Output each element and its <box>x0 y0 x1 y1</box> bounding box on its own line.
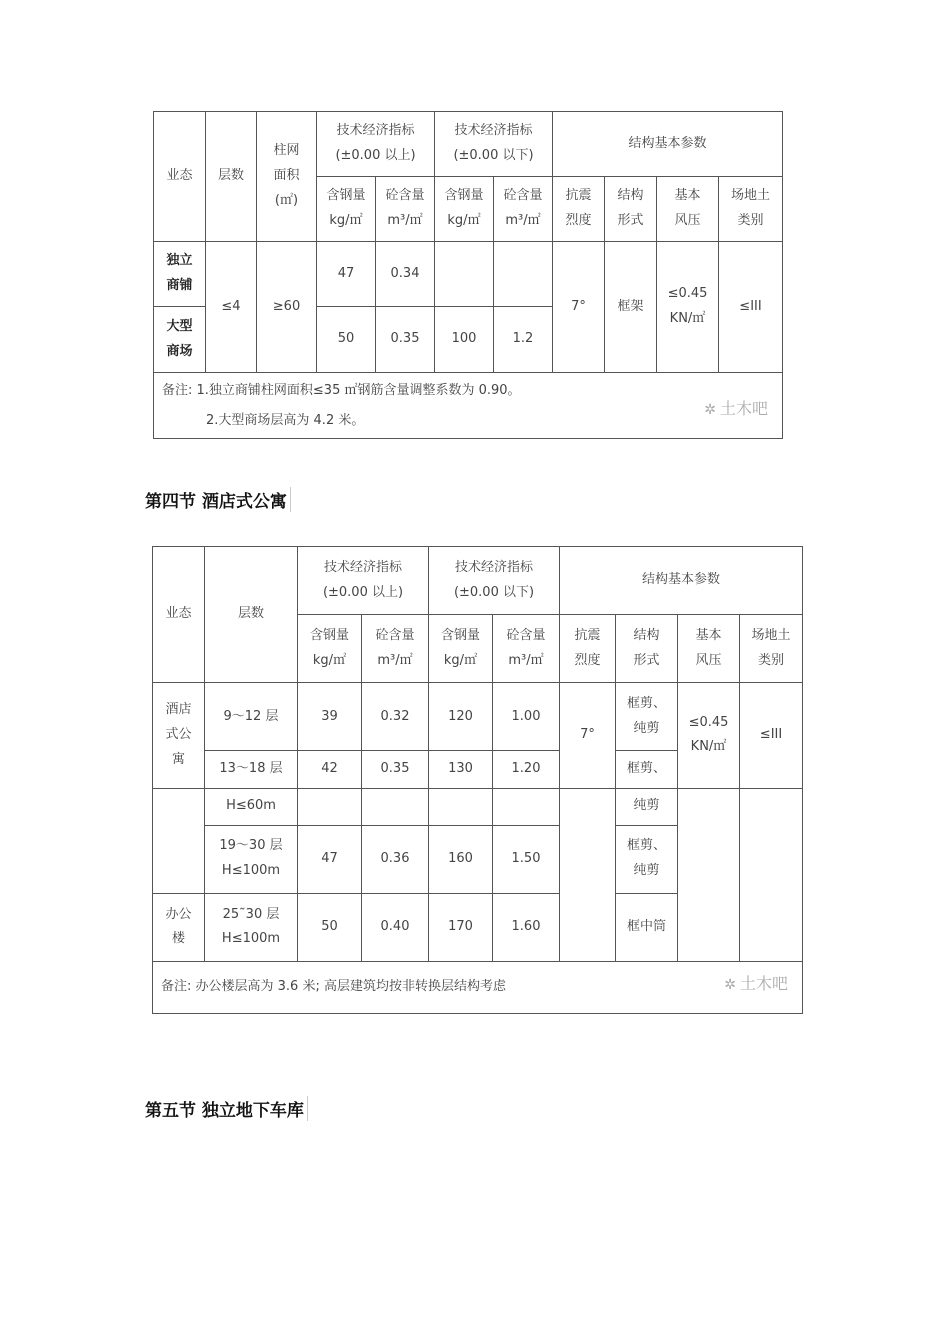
header-tech-above: 技术经济指标 (±0.00 以上) <box>317 112 435 177</box>
header-floors: 层数 <box>206 112 257 242</box>
header-steel: 含钢量 kg/㎡ <box>298 615 362 683</box>
header-business: 业态 <box>153 547 205 683</box>
cell-grid: ≥60 <box>257 242 317 373</box>
cell-steel-above: 50 <box>298 893 362 961</box>
cell-floors: H≤60m <box>205 788 298 825</box>
cell-business: 大型 商场 <box>154 307 206 373</box>
cell-concrete-above: 0.32 <box>362 683 429 751</box>
table-commercial <box>153 111 783 439</box>
wechat-icon: ✲ <box>704 402 716 419</box>
header-seismic: 抗震 烈度 <box>560 615 616 683</box>
header-tech-below: 技术经济指标 (±0.00 以下) <box>429 547 560 615</box>
cell-empty <box>298 788 362 825</box>
header-concrete: 砼含量 m³/㎡ <box>362 615 429 683</box>
cell-concrete-below: 1.2 <box>494 307 553 373</box>
cell-form: 纯剪 <box>616 788 678 825</box>
cell-floors: 13～18 层 <box>205 751 298 788</box>
table-note: 备注: 办公楼层高为 3.6 米; 高层建筑均按非转换层结构考虑 ✲ 土木吧 <box>153 961 803 1013</box>
section-heading: 第四节 酒店式公寓 <box>145 487 291 512</box>
cell-form: 框架 <box>605 242 657 373</box>
cell-floors: 9～12 层 <box>205 683 298 751</box>
table-row <box>153 788 803 825</box>
cell-steel-above: 39 <box>298 683 362 751</box>
cell-seismic: 7° <box>560 683 616 788</box>
cell-floors: 19～30 层 H≤100m <box>205 825 298 893</box>
cell-steel-below: 170 <box>429 893 493 961</box>
cell-concrete-above: 0.36 <box>362 825 429 893</box>
header-tech-above: 技术经济指标 (±0.00 以上) <box>298 547 429 615</box>
cell-business: 独立 商铺 <box>154 242 206 307</box>
cell-concrete-above: 0.40 <box>362 893 429 961</box>
table-note: 备注: 1.独立商铺柱网面积≤35 ㎡钢筋含量调整系数为 0.90。 2.大型商场层高为 4.2 米。 ✲ 土木吧 <box>154 373 783 439</box>
cell-floors: 25˜30 层 H≤100m <box>205 893 298 961</box>
cell-steel-below <box>435 242 494 307</box>
cell-steel-above: 42 <box>298 751 362 788</box>
cell-steel-above: 47 <box>298 825 362 893</box>
header-wind: 基本 风压 <box>678 615 740 683</box>
header-struct: 结构基本参数 <box>560 547 803 615</box>
cell-concrete-below: 1.60 <box>493 893 560 961</box>
header-seismic: 抗震 烈度 <box>553 177 605 242</box>
wechat-icon: ✲ <box>724 977 736 994</box>
cell-concrete-below: 1.20 <box>493 751 560 788</box>
cell-empty <box>740 788 803 961</box>
header-column-grid: 柱网 面积 (㎡) <box>257 112 317 242</box>
cell-steel-below: 130 <box>429 751 493 788</box>
cell-empty <box>429 788 493 825</box>
cell-form: 框剪、 纯剪 <box>616 825 678 893</box>
cell-concrete-above: 0.35 <box>362 751 429 788</box>
header-steel: 含钢量 kg/㎡ <box>429 615 493 683</box>
cell-empty <box>362 788 429 825</box>
table-row <box>154 242 783 307</box>
header-steel: 含钢量 kg/㎡ <box>435 177 494 242</box>
header-wind: 基本 风压 <box>657 177 719 242</box>
watermark: ✲ 土木吧 <box>724 974 789 994</box>
cell-seismic: 7° <box>553 242 605 373</box>
cell-steel-above: 47 <box>317 242 376 307</box>
cell-business-empty <box>153 788 205 893</box>
cell-steel-above: 50 <box>317 307 376 373</box>
cell-empty <box>493 788 560 825</box>
header-concrete: 砼含量 m³/㎡ <box>493 615 560 683</box>
cell-site: ≤III <box>719 242 783 373</box>
header-site: 场地土 类别 <box>740 615 803 683</box>
cell-wind: ≤0.45 KN/㎡ <box>657 242 719 373</box>
cell-form: 框剪、 纯剪 <box>616 683 678 751</box>
table-hotel-apartment <box>152 546 803 1014</box>
header-form: 结构 形式 <box>616 615 678 683</box>
header-business: 业态 <box>154 112 206 242</box>
cell-site: ≤III <box>740 683 803 788</box>
header-struct: 结构基本参数 <box>553 112 783 177</box>
cell-concrete-below: 1.00 <box>493 683 560 751</box>
watermark: ✲ 土木吧 <box>704 399 769 419</box>
cell-business-office: 办公 楼 <box>153 893 205 961</box>
cell-empty <box>678 788 740 961</box>
cell-form: 框剪、 <box>616 751 678 788</box>
cell-steel-below: 120 <box>429 683 493 751</box>
cell-empty <box>560 788 616 961</box>
cell-business-hotel: 酒店 式公 寓 <box>153 683 205 788</box>
cell-concrete-below: 1.50 <box>493 825 560 893</box>
cell-steel-below: 160 <box>429 825 493 893</box>
cell-floors: ≤4 <box>206 242 257 373</box>
cell-concrete-above: 0.35 <box>376 307 435 373</box>
header-tech-below: 技术经济指标 (±0.00 以下) <box>435 112 553 177</box>
header-steel: 含钢量 kg/㎡ <box>317 177 376 242</box>
cell-concrete-above: 0.34 <box>376 242 435 307</box>
table-row <box>153 683 803 751</box>
cell-steel-below: 100 <box>435 307 494 373</box>
header-concrete: 砼含量 m³/㎡ <box>376 177 435 242</box>
section-heading: 第五节 独立地下车库 <box>145 1096 308 1121</box>
header-floors: 层数 <box>205 547 298 683</box>
header-site: 场地土 类别 <box>719 177 783 242</box>
cell-concrete-below <box>494 242 553 307</box>
cell-form: 框中筒 <box>616 893 678 961</box>
cell-wind: ≤0.45 KN/㎡ <box>678 683 740 788</box>
header-form: 结构 形式 <box>605 177 657 242</box>
header-concrete: 砼含量 m³/㎡ <box>494 177 553 242</box>
